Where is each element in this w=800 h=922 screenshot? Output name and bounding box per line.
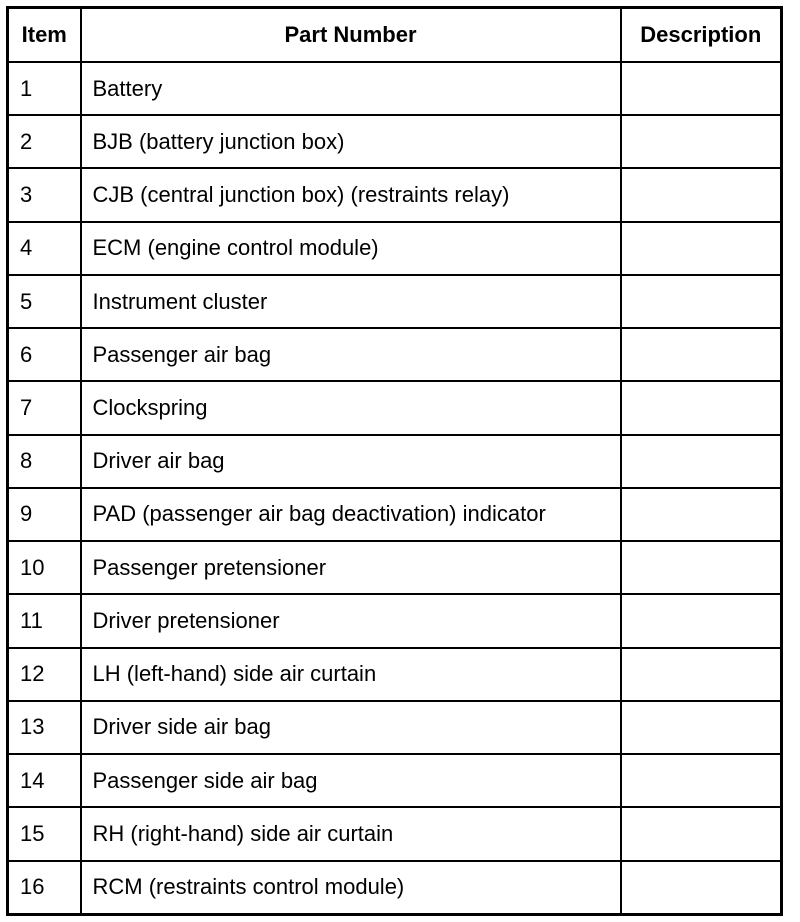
header-item: Item	[8, 8, 81, 63]
cell-part-number: PAD (passenger air bag deactivation) indicator	[81, 488, 621, 541]
cell-item: 7	[8, 381, 81, 434]
cell-part-number: ECM (engine control module)	[81, 222, 621, 275]
table-row	[8, 754, 782, 807]
cell-description	[621, 115, 782, 168]
table-row	[8, 488, 782, 541]
header-row	[8, 8, 782, 63]
table-row	[8, 701, 782, 754]
cell-part-number: RH (right-hand) side air curtain	[81, 807, 621, 860]
table-row	[8, 861, 782, 915]
cell-description	[621, 701, 782, 754]
table-body	[8, 62, 782, 915]
table-row	[8, 62, 782, 115]
cell-part-number: Passenger air bag	[81, 328, 621, 381]
table-row	[8, 541, 782, 594]
table-row	[8, 594, 782, 647]
cell-description	[621, 541, 782, 594]
cell-part-number: LH (left-hand) side air curtain	[81, 648, 621, 701]
cell-description	[621, 488, 782, 541]
cell-item: 10	[8, 541, 81, 594]
cell-description	[621, 328, 782, 381]
cell-description	[621, 754, 782, 807]
table-header	[8, 8, 782, 63]
cell-item: 3	[8, 168, 81, 221]
cell-item: 12	[8, 648, 81, 701]
table-row	[8, 435, 782, 488]
cell-part-number: Passenger pretensioner	[81, 541, 621, 594]
cell-part-number: CJB (central junction box) (restraints relay)	[81, 168, 621, 221]
cell-part-number: RCM (restraints control module)	[81, 861, 621, 915]
cell-description	[621, 168, 782, 221]
cell-item: 13	[8, 701, 81, 754]
cell-item: 1	[8, 62, 81, 115]
cell-part-number: Driver side air bag	[81, 701, 621, 754]
table-row	[8, 328, 782, 381]
cell-description	[621, 62, 782, 115]
cell-item: 16	[8, 861, 81, 915]
header-part-number: Part Number	[81, 8, 621, 63]
cell-item: 14	[8, 754, 81, 807]
table-row	[8, 381, 782, 434]
cell-item: 9	[8, 488, 81, 541]
cell-item: 5	[8, 275, 81, 328]
parts-table	[6, 6, 783, 916]
cell-description	[621, 435, 782, 488]
table-row	[8, 115, 782, 168]
cell-item: 6	[8, 328, 81, 381]
table-row	[8, 648, 782, 701]
parts-table-container	[6, 6, 780, 916]
cell-part-number: Instrument cluster	[81, 275, 621, 328]
cell-part-number: Driver pretensioner	[81, 594, 621, 647]
cell-description	[621, 807, 782, 860]
cell-item: 4	[8, 222, 81, 275]
cell-item: 15	[8, 807, 81, 860]
cell-part-number: Passenger side air bag	[81, 754, 621, 807]
cell-description	[621, 275, 782, 328]
cell-part-number: Clockspring	[81, 381, 621, 434]
table-row	[8, 807, 782, 860]
cell-part-number: Battery	[81, 62, 621, 115]
cell-description	[621, 222, 782, 275]
cell-part-number: Driver air bag	[81, 435, 621, 488]
cell-item: 11	[8, 594, 81, 647]
cell-item: 8	[8, 435, 81, 488]
table-row	[8, 222, 782, 275]
cell-description	[621, 861, 782, 915]
cell-description	[621, 648, 782, 701]
header-description: Description	[621, 8, 782, 63]
table-row	[8, 275, 782, 328]
cell-item: 2	[8, 115, 81, 168]
cell-description	[621, 594, 782, 647]
cell-part-number: BJB (battery junction box)	[81, 115, 621, 168]
table-row	[8, 168, 782, 221]
cell-description	[621, 381, 782, 434]
